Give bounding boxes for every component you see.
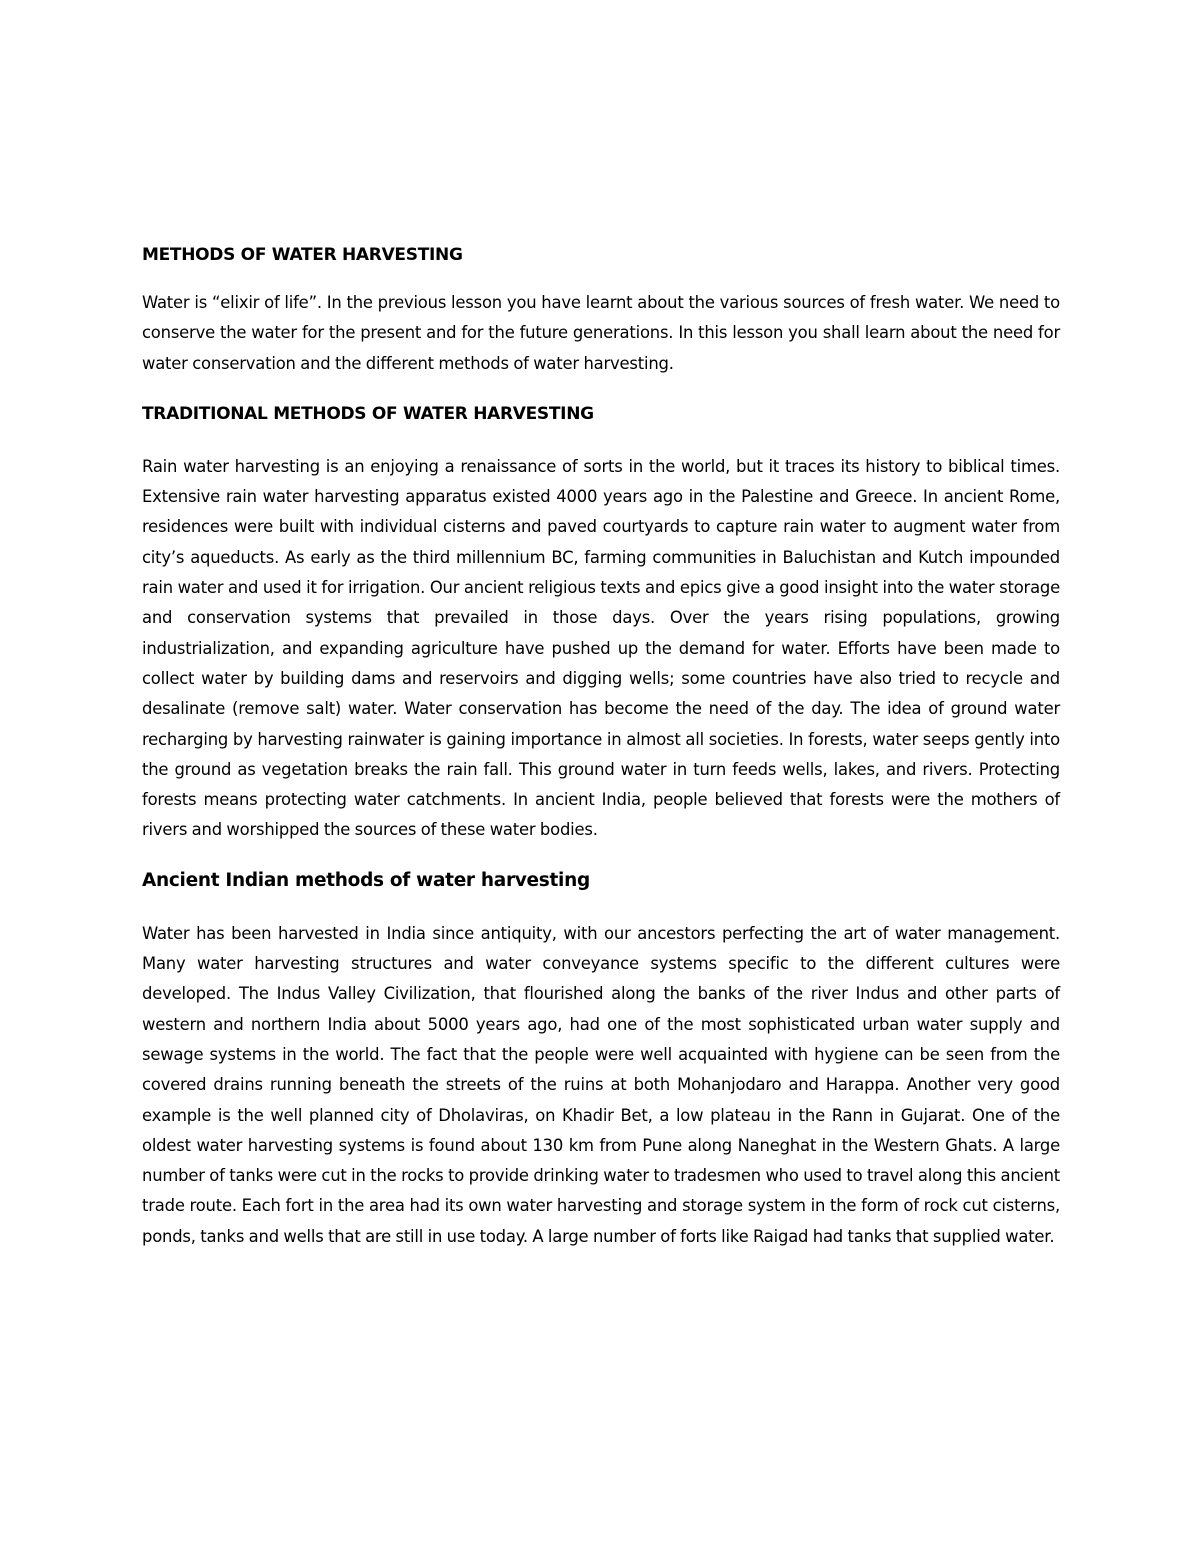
ancient-indian-methods-paragraph: Water has been harvested in India since antiquity, with our ancestors perfecting the art of water management. Many water harvesting structures and water conveyance systems specific to the different cultures were developed. The Indus Valley Civilization, that flourished along the banks of the river Indus and other parts of western and northern India about 5000 years ago, had one of the most sophisticated urban water supply and sewage systems in the world. The fact that the people were well acquainted with hygiene can be seen from the covered drains running beneath the streets of the ruins at both Mohanjodaro and Harappa. Another very good example is the well planned city of Dholaviras, on Khadir Bet, a low plateau in the Rann in Gujarat. One of the oldest water harvesting systems is found about 130 km from Pune along Naneghat in the Western Ghats. A large number of tanks were cut in the rocks to provide drinking water to tradesmen who used to travel along this ancient trade route. Each fort in the area had its own water harvesting and storage system in the form of rock cut cisterns, ponds, tanks and wells that are still in use today. A large number of forts like Raigad had tanks that supplied water. (142, 923, 1060, 1246)
document-content (142, 240, 1060, 1271)
intro-paragraph: Water is “elixir of life”. In the previous lesson you have learnt about the various sources of fresh water. We need to conserve the water for the present and for the future generations. In this lesson you shall learn about the need for water conservation and the different methods of water harvesting. (142, 293, 1060, 373)
traditional-methods-paragraph: Rain water harvesting is an enjoying a renaissance of sorts in the world, but it traces its history to biblical times. Extensive rain water harvesting apparatus existed 4000 years ago in the Palestine and Greece. In ancient Rome, residences were built with individual cisterns and paved courtyards to capture rain water to augment water from city’s aqueducts. As early as the third millennium BC, farming communities in Baluchistan and Kutch impounded rain water and used it for irrigation. Our ancient religious texts and epics give a good insight into the water storage and conservation systems that prevailed in those days. Over the years rising populations, growing industrialization, and expanding agriculture have pushed up the demand for water. Efforts have been made to collect water by building dams and reservoirs and digging wells; some countries have also tried to recycle and desalinate (remove salt) water. Water conservation has become the need of the day. The idea of ground water recharging by harvesting rainwater is gaining importance in almost all societies. In forests, water seeps gently into the ground as vegetation breaks the rain fall. This ground water in turn feeds wells, lakes, and rivers. Protecting forests means protecting water catchments. In ancient India, people believed that forests were the mothers of rivers and worshipped the sources of these water bodies. (142, 456, 1060, 840)
section-heading-ancient-indian-methods: Ancient Indian methods of water harvesting (142, 869, 590, 891)
section-heading-traditional-methods: TRADITIONAL METHODS OF WATER HARVESTING (142, 403, 594, 424)
document-title: METHODS OF WATER HARVESTING (142, 245, 463, 265)
